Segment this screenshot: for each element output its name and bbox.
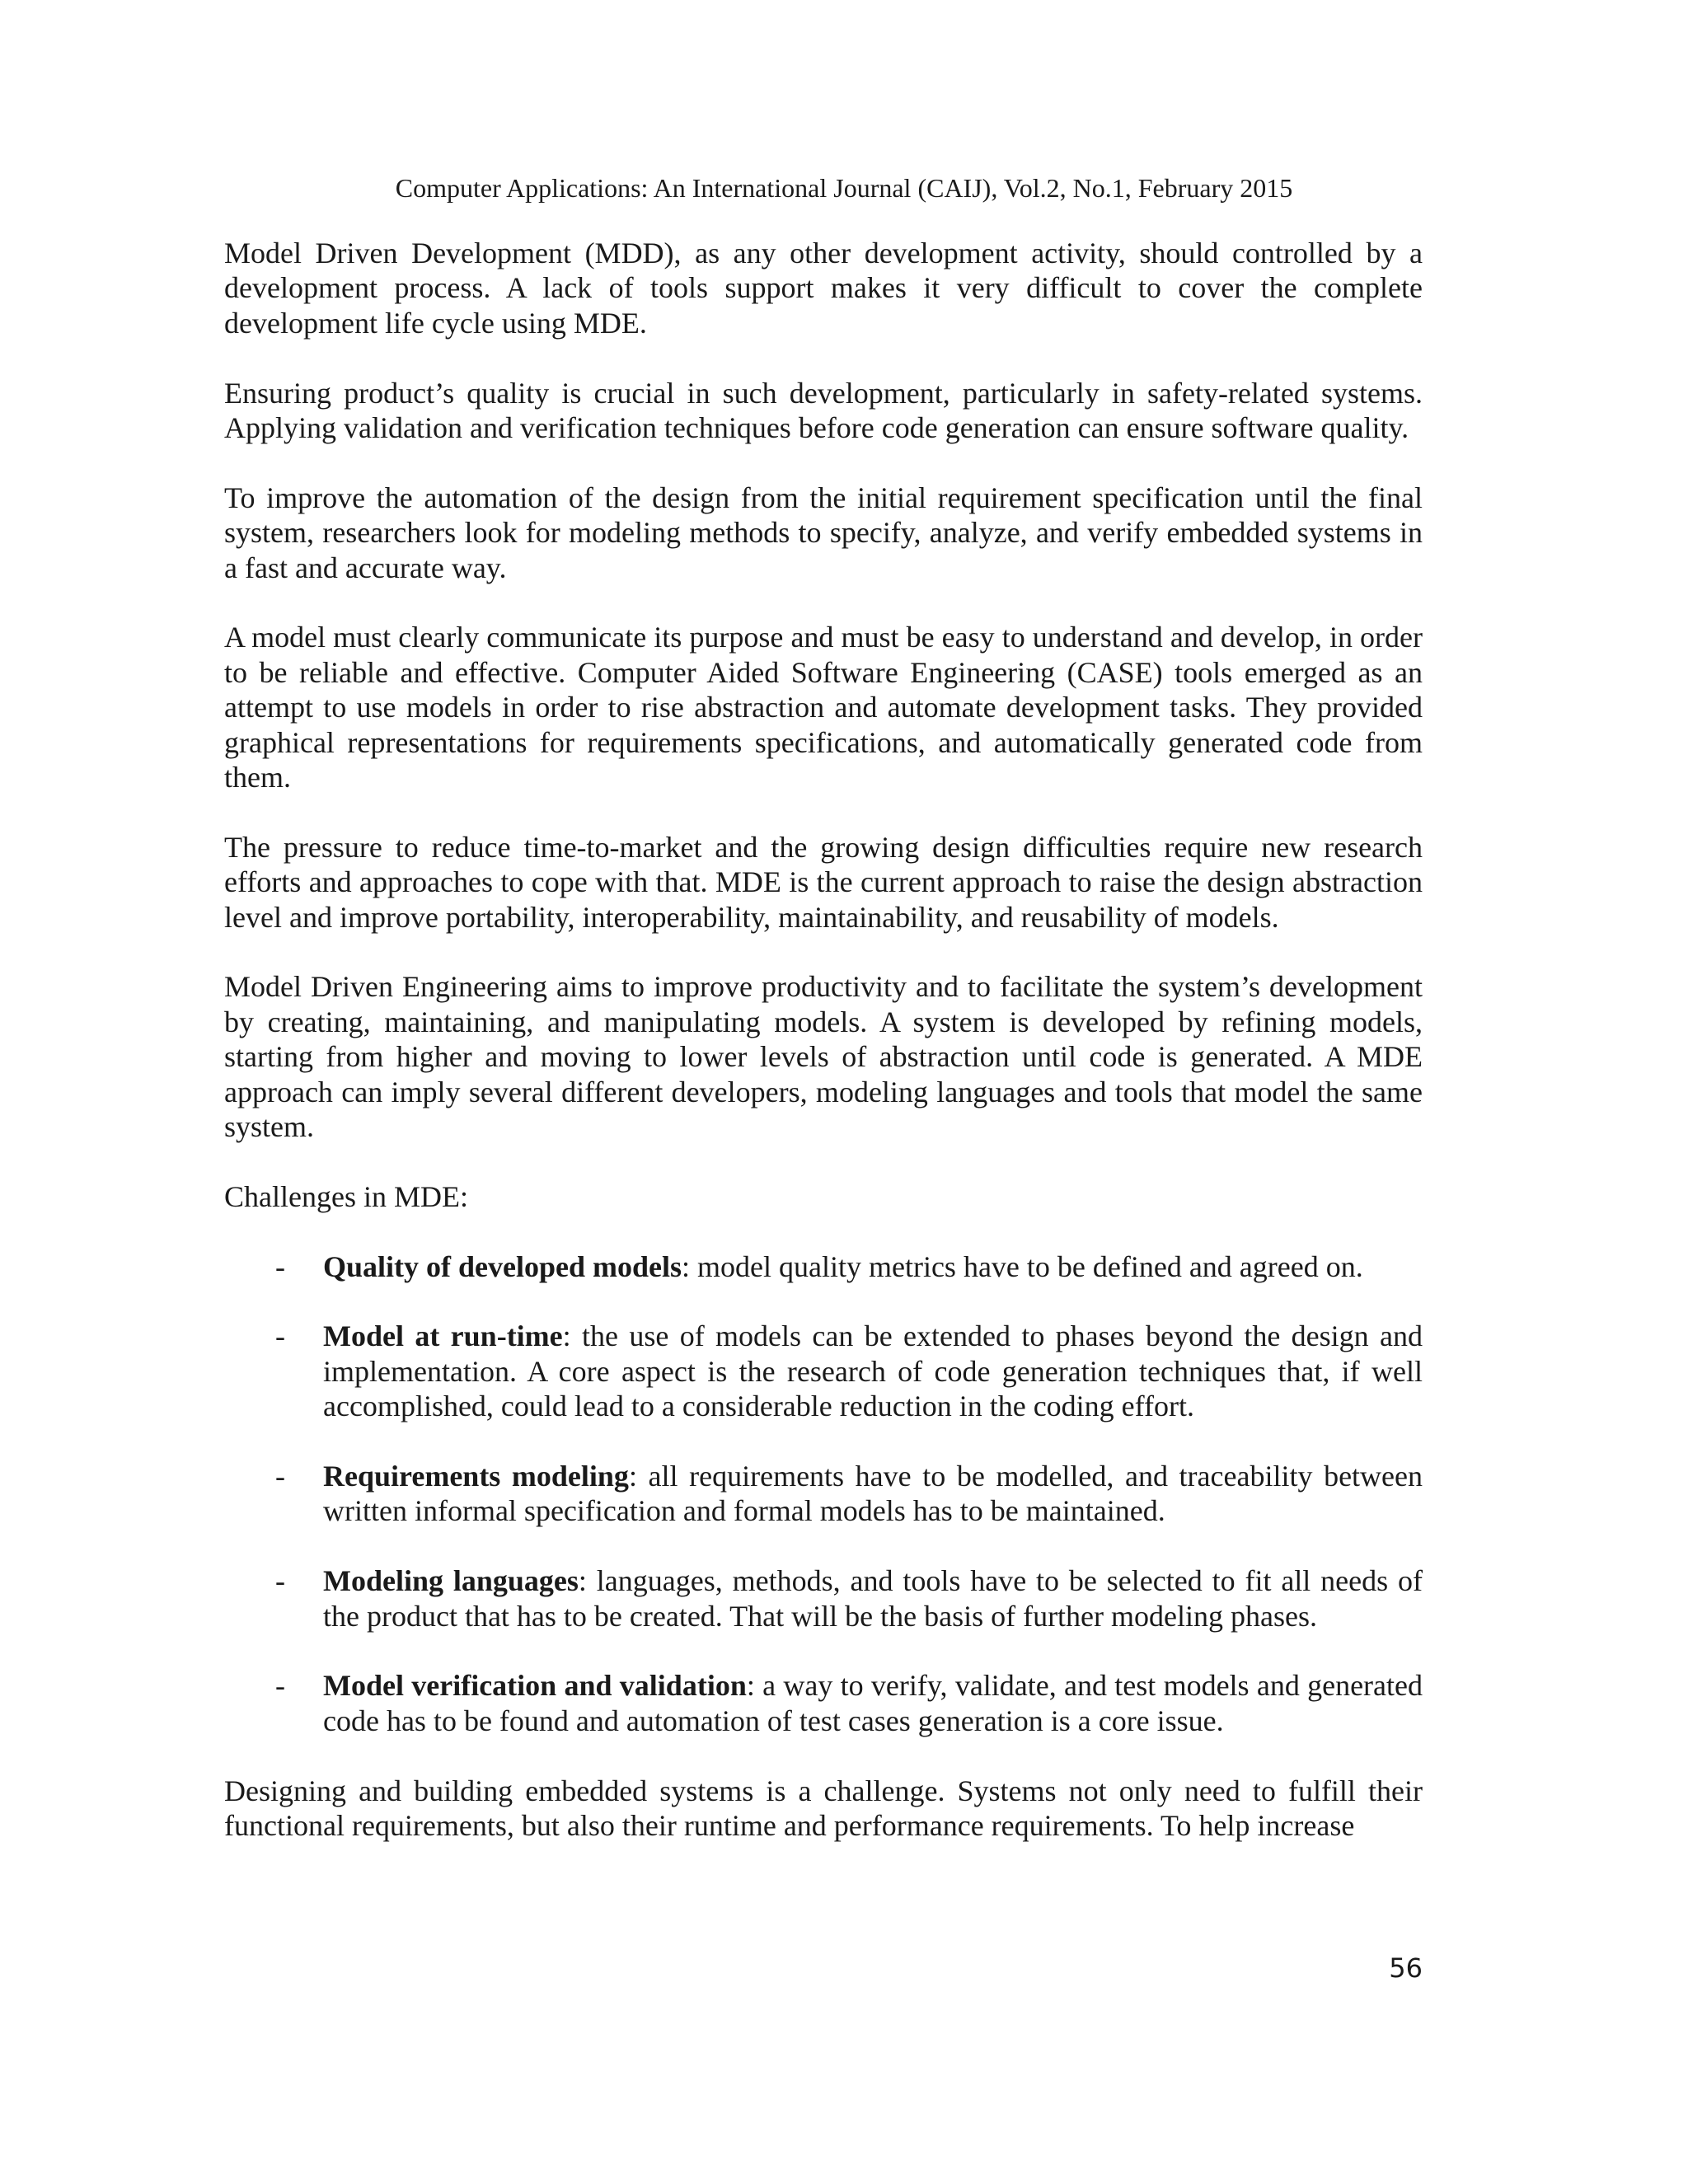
challenges-heading: Challenges in MDE: (224, 1179, 468, 1213)
body-paragraph-mdd-process: Model Driven Development (MDD), as any other development activity, should controlled by a development process. A lack of tools support makes it very difficult to cover the complete development life cycle using MDE. (224, 237, 1423, 340)
body-paragraph-quality: Ensuring product’s quality is crucial in such development, particularly in safety-related systems. Applying validation and verification techniques before code generation can ensure software quality. (224, 376, 1423, 445)
challenge-description: : model quality metrics have to be defined and agreed on. (682, 1249, 1363, 1283)
bullet-dash: - (275, 1249, 285, 1283)
page-number: 56 (1389, 1952, 1423, 1984)
body-paragraph-mde-aims: Model Driven Engineering aims to improve productivity and to facilitate the system’s development by creating, maintaining, and manipulating models. A system is developed by refining models, starting from higher and moving to lower levels of abstraction until code is generated. A MDE approach can imply several different developers, modeling languages and tools that model the same system. (224, 970, 1423, 1144)
body-paragraph-embedded-systems: Designing and building embedded systems is a challenge. Systems not only need to fulfill their functional requirements, but also their runtime and performance requirements. To help increase (224, 1774, 1423, 1843)
body-paragraph-automation: To improve the automation of the design from the initial requirement specification until the final system, researchers look for modeling methods to specify, analyze, and verify embedded systems in a fast and accurate way. (224, 480, 1423, 584)
challenge-description: : languages, methods, and tools have to be selected to fit all needs of the product that has to be created. That will be the basis of further modeling phases. (323, 1564, 1423, 1633)
challenge-item-languages (224, 1563, 1423, 1633)
body-paragraph-case-tools: A model must clearly communicate its purpose and must be easy to understand and develop, in order to be reliable and effective. Computer Aided Software Engineering (CASE) tools emerged as an attempt to use models in order to rise abstraction and automate development tasks. They provided graphical representations for requirements specifications, and automatically generated code from them. (224, 621, 1423, 794)
challenge-description: : all requirements have to be modelled, and traceability between written informal specification and formal models has to be maintained. (323, 1460, 1423, 1528)
challenge-term: Model verification and validation (323, 1669, 747, 1703)
bullet-dash: - (275, 1319, 285, 1353)
challenges-list (224, 1249, 1423, 1739)
body-paragraph-time-to-market: The pressure to reduce time-to-market and the growing design difficulties require new research efforts and approaches to cope with that. MDE is the current approach to raise the design abstraction level and improve portability, interoperability, maintainability, and reusability of models. (224, 830, 1423, 934)
page-body (224, 236, 1423, 1878)
challenge-item-run-time (224, 1319, 1423, 1423)
challenge-term: Model at run-time (323, 1319, 563, 1353)
challenge-item-quality (224, 1249, 1423, 1284)
challenge-term: Quality of developed models (323, 1249, 682, 1283)
challenge-description: : a way to verify, validate, and test models and generated code has to be found and automation of test cases generation is a core issue. (323, 1669, 1423, 1737)
challenge-item-requirements (224, 1459, 1423, 1529)
bullet-dash: - (275, 1669, 285, 1703)
running-header: Computer Applications: An International Journal (CAIJ), Vol.2, No.1, February 2015 (395, 173, 1293, 203)
bullet-dash: - (275, 1564, 285, 1598)
challenge-term: Modeling languages (323, 1564, 579, 1598)
challenge-term: Requirements modeling (323, 1460, 629, 1493)
challenge-description: : the use of models can be extended to phases beyond the design and implementation. A core aspect is the research of code generation techniques that, if well accomplished, could lead to a considerable reduction in the coding effort. (323, 1319, 1423, 1423)
bullet-dash: - (275, 1460, 285, 1493)
challenge-item-verification (224, 1668, 1423, 1738)
